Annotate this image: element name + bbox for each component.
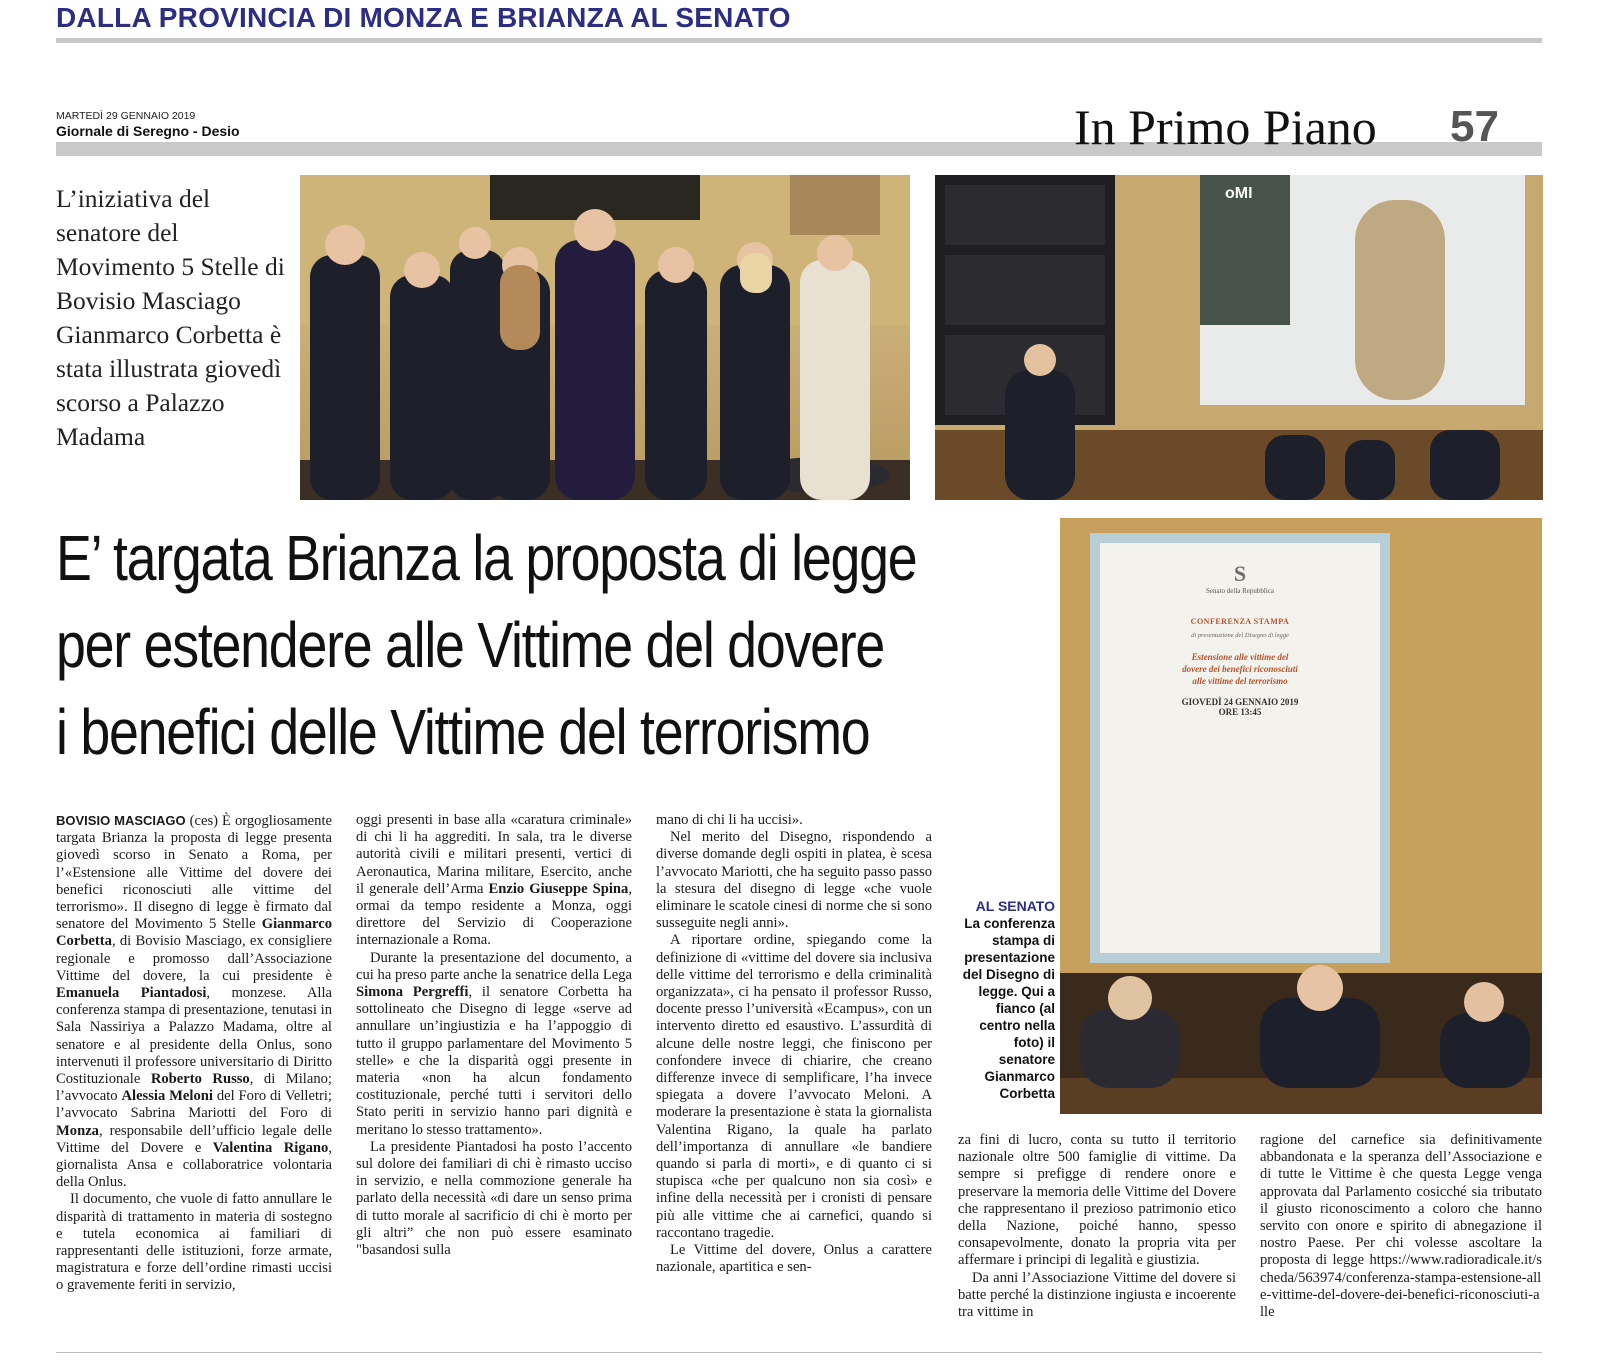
text-run: ragione del carnefice sia definitivamente abbandonata e la speranza dell’Associazione e di tutte le Vittime è che questa Legge venga approvata dal Parlamento cosicché sia tributato il giusto riconoscimento a coloro che hanno servito con onore e spirito di abnegazione il nostro Paese. Per chi volesse ascoltare la proposta di legge [1260, 1132, 1542, 1269]
headline-line-2: per estendere alle Vittime del dovere [56, 609, 885, 681]
place-name: Monza [56, 1122, 99, 1139]
place-name: BOVISIO MASCIAGO [56, 813, 186, 828]
poster-date: GIOVEDÌ 24 GENNAIO 2019 [1181, 697, 1299, 707]
poster-title-line1: Estensione alle vittime del [1191, 652, 1289, 662]
conference-photo: S Senato della Repubblica CONFERENZA STAMPA di presentazione del Disegno di legge Estensione alle vittime del dovere dei benefici riconosciuti alle vittime del terrorismo GIOVEDÌ 24 GENNAIO 2019 ORE 13:45 [1060, 518, 1542, 1114]
headline-line-3: i benefici delle Vittime del terrorismo [56, 696, 870, 768]
paragraph: Da anni l’Associazione Vittime del dovere si batte perché la distinzione ingiusta e incoerente tra vittime in [958, 1269, 1236, 1321]
screen-logo: oMI [1225, 185, 1253, 202]
poster-title-line3: alle vittime del terrorismo [1192, 676, 1288, 686]
poster-event: CONFERENZA STAMPA [1190, 617, 1290, 626]
bottom-rule [56, 1352, 1542, 1353]
body-column-3 [656, 812, 932, 1352]
text-run: , monzese. Alla conferenza stampa di presentazione, tenutasi in Sala Nassiriya a Palazzo Madama, oltre al senatore e al presidente della Onlus, sono intervenuti il professore universitario di Diritto Costituzionale [56, 985, 332, 1088]
paragraph: Le Vittime del dovere, Onlus a carattere nazionale, apartitica e sen- [656, 1242, 932, 1276]
kicker-rule [56, 38, 1542, 43]
poster-subtitle: di presentazione del Disegno di legge [1191, 632, 1289, 639]
headline [56, 515, 917, 776]
body-column-1 [56, 812, 332, 1352]
paragraph: Nel merito del Disegno, rispondendo a diverse domande degli ospiti in platea, è scesa l’avvocato Mariotti, che ha seguito passo passo la stesura del disegno di legge «che vuole eliminare le scatole cinesi di norme che si sono susseguite negli anni». [656, 829, 932, 932]
text-run: , ormai da tempo residente a Monza, oggi direttore del Servizio di Cooperazione internazionale a Roma. [356, 880, 632, 949]
person-name: Simona Pergreffi [356, 984, 469, 1001]
deck-summary: L’iniziativa del senatore del Movimento 5 Stelle di Bovisio Masciago Gianmarco Corbetta è stata illustrata giovedì scorso a Palazzo Madama [56, 184, 285, 451]
text-run: , responsabile dell’ufficio legale delle Vittime del Dovere e [56, 1122, 332, 1156]
screen-photo [935, 175, 1543, 500]
person-name: Alessia Meloni [121, 1088, 213, 1105]
group-photo [300, 175, 910, 500]
paragraph: za fini di lucro, conta su tutto il territorio nazionale oltre 500 famiglie di vittime. Da sempre si prefigge di rendere onore e preservare la memoria delle Vittime del Dovere che rappresentano il prezioso patrimonio etico della Nazione, poiché hanno, spesso consapevolmente, donato la propria vita per affermare i principi di legalità e giustizia. [958, 1132, 1236, 1269]
kicker-title: DALLA PROVINCIA DI MONZA E BRIANZA AL SENATO [56, 2, 791, 33]
caption-text: La conferenza stampa di presentazione del Disegno di legge. Qui a fianco (al centro nella foto) il senatore Gianmarco Corbetta [962, 916, 1055, 1101]
text-run: , giornalista Ansa e collaboratrice volontaria della Onlus. [56, 1139, 332, 1191]
newspaper-name: Giornale di Seregno - Desio [56, 123, 240, 139]
paragraph [1260, 1132, 1542, 1321]
body-column-4 [958, 1132, 1236, 1352]
text-run: oggi presenti in base alla «caratura criminale» di chi li ha aggrediti. In sala, tra le diverse autorità civili e militari presenti, vertici di Aeronautica, Marina militare, Esercito, anche il generale dell’Arma [356, 812, 632, 897]
paragraph [356, 812, 632, 950]
byline: (ces) [189, 813, 219, 829]
poster-time: ORE 13:45 [1218, 707, 1262, 717]
headline-line-1: E’ targata Brianza la proposta di legge [56, 522, 917, 594]
person-name: Emanuela Piantadosi [56, 985, 207, 1002]
text-run: Durante la presentazione del documento, a cui ha preso parte anche la senatrice della Lega [356, 949, 632, 983]
paragraph: Il documento, che vuole di fatto annullare le disparità di trattamento in materia di sostegno e tutela economica ai familiari di rappresentanti delle istituzioni, forze armate, magistratura e forze dell’ordine rimasti uccisi o gravemente feriti in servizio, [56, 1191, 332, 1294]
section-title: In Primo Piano [1074, 99, 1377, 155]
caption-title: AL SENATO [975, 898, 1055, 914]
poster-title-line2: dovere dei benefici riconosciuti [1182, 664, 1298, 674]
person-name: Roberto Russo [150, 1071, 250, 1088]
body-column-5 [1260, 1132, 1542, 1352]
text-run: del Foro di Velletri; l’avvocato Sabrina Mariotti del Foro di [56, 1088, 332, 1122]
radio-link[interactable]: https://www.radioradicale.it/scheda/563974/conferenza-stampa-estensione-alle-vittime-del-dovere-dei-benefici-riconosciuti-alle [1260, 1252, 1542, 1321]
person-name: Enzio Giuseppe Spina [488, 880, 629, 897]
poster-institution: Senato della Repubblica [1205, 587, 1275, 595]
person-name: Valentina Rigano [212, 1139, 329, 1156]
text-run: È orgogliosamente targata Brianza la proposta di legge presenta giovedì scorso in Senato a Roma, per l’«Estensione alle Vittime del dovere dei benefici riconosciuti alle vittime del terrorismo». Il disegno di legge è firmato dal senatore del Movimento 5 Stelle [56, 813, 332, 933]
text-run: , di Bovisio Masciago, ex consigliere regionale e promosso dall’Associazione Vittime del dovere, la cui presidente è [56, 933, 332, 984]
issue-date: MARTEDÌ 29 GENNAIO 2019 [56, 110, 196, 122]
paragraph: A riportare ordine, spiegando come la definizione di «vittime del dovere sia inclusiva delle vittime del terrorismo e della criminalità organizzata», ci ha pensato il professor Russo, docente presso l’università «Ecampus», con un intervento diretto ed esaustivo. L’assurdità di alcune delle nostre leggi, che finiscono per confondere invece di chiarire, che creano differenze invece di semplificare, l’ha invece spiegata a dovere l’avvocato Meloni. A moderare la presentazione è stata la giornalista Valentina Rigano, la quale ha parlato dell’importanza di annullare «le bandiere quando si parla di morti», e di quanto ci si stupisca «che per qualcuno non sia così» e infine della necessità per i cronisti di pensare più alle vittime che ai carnefici, quando si raccontano tragedie. [656, 932, 932, 1241]
body-column-2 [356, 812, 632, 1352]
paragraph: La presidente Piantadosi ha posto l’accento sul dolore dei familiari di chi è rimasto ucciso in servizio, e nella commozione generale ha parlato della necessità «di dare un senso prima di tutto morale al sacrificio di chi è morto per gli altri” che non può essere esaminato "basandosi sulla [356, 1138, 632, 1259]
paragraph: mano di chi li ha uccisi». [656, 812, 803, 828]
person-name: Gianmarco Corbetta [56, 916, 332, 950]
text-run: , il senatore Corbetta ha sottolineato che Disegno di legge «serve ad annullare un’ingiustizia e ha l’appoggio di tutto il gruppo parlamentare del Movimento 5 stelle» e che la disparità oggi presente in materia «non ha alcun fondamento costituzionale, perché tutti i servitori dello Stato periti in servizio hanno pari dignità e meritano lo stesso trattamento». [356, 984, 632, 1138]
paragraph [56, 812, 332, 1191]
text-run: , di Milano; l’avvocato [56, 1071, 332, 1105]
page-number: 57 [1450, 102, 1499, 151]
photo-caption [955, 898, 1055, 1102]
paragraph [356, 950, 632, 1139]
